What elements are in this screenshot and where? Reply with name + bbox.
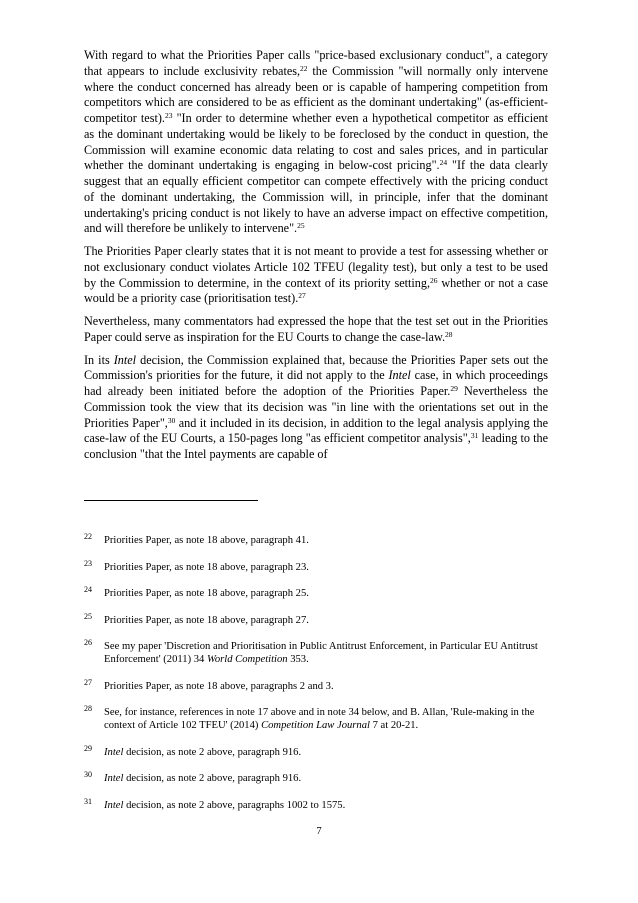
footnote-reference: 23 <box>164 111 173 120</box>
body-paragraph <box>84 48 548 237</box>
text-run: Priorities Paper, as note 18 above, paragraph 41. <box>104 535 309 546</box>
text-run: the Commission "will normally only intervene where the conduct concerned has already been or is capable of hampering competition from competitors which are considered to be as efficient as the dominant undertaking" (as-efficient-competitor test). <box>84 63 548 125</box>
text-run: Priorities Paper, as note 18 above, paragraph 23. <box>104 561 309 573</box>
text-run: Nevertheless, many commentators had expressed the hope that the test set out in the Priorities Paper could serve as inspiration for the EU Courts to change the case-law. <box>84 314 548 344</box>
text-run: decision, as note 2 above, paragraph 916. <box>123 773 302 784</box>
footnote <box>84 558 554 574</box>
footnote-number: 29 <box>84 743 92 753</box>
footnote-reference: 24 <box>439 158 448 168</box>
footnote-number: 27 <box>84 677 92 687</box>
footnote-reference: 30 <box>167 415 176 425</box>
footnote <box>84 640 554 666</box>
footnote-text <box>104 746 554 759</box>
footnote-text <box>104 706 554 732</box>
footnote-number: 30 <box>84 770 92 779</box>
footnote-number: 31 <box>84 796 92 806</box>
footnote-reference: 31 <box>470 431 479 441</box>
footnote <box>84 743 554 759</box>
text-run: decision, the Commission explained that, because the Priorities Paper sets out the Commission's priorities for the future, it did not apply to the <box>84 352 548 383</box>
footnote <box>84 706 554 732</box>
footnote-text <box>104 587 554 600</box>
italic-text: Intel <box>104 773 124 784</box>
text-run: Nevertheless the Commission took the view that its decision was "in line with the orientations set out in the Priorities Paper", <box>84 384 548 430</box>
text-run: Priorities Paper, as note 18 above, paragraph 27. <box>104 614 309 626</box>
footnote <box>84 796 554 812</box>
text-run: The Priorities Paper clearly states that it is not meant to provide a test for assessing whether or not exclusionary conduct violates Article 102 TFEU (legality test), but only a test to be used by the Commission to determine, in the context of its priority setting, <box>84 244 548 290</box>
footnote-text <box>104 680 554 693</box>
body-paragraph <box>84 353 548 463</box>
text-run: 353. <box>287 654 309 665</box>
footnote-number: 25 <box>84 611 92 621</box>
italic-text: Intel <box>113 352 137 367</box>
footnote <box>84 587 554 600</box>
footnote-number: 22 <box>84 532 92 541</box>
body-paragraph <box>84 314 548 346</box>
footnote-reference: 26 <box>430 275 438 285</box>
footnote-number: 26 <box>84 638 92 647</box>
text-run: case, in which proceedings had already been initiated before the adoption of the Priorities Paper. <box>84 368 548 398</box>
footnote-reference: 29 <box>450 384 458 393</box>
footnote-separator <box>84 500 258 501</box>
footnote-text <box>104 640 554 666</box>
text-run: 7 at 20-21. <box>369 720 419 731</box>
text-run: whether or not a case would be a priority case (prioritisation test). <box>84 275 549 306</box>
text-run: In its <box>84 352 114 367</box>
footnote-number: 23 <box>84 558 92 568</box>
footnote-text <box>104 561 554 574</box>
footnote-reference: 28 <box>445 329 453 339</box>
body-paragraph <box>84 244 548 307</box>
footnote-number: 24 <box>84 585 92 594</box>
text-run: With regard to what the Priorities Paper calls "price-based exclusionary conduct", a category that appears to include exclusivity rebates, <box>84 48 548 78</box>
text-run: Priorities Paper, as note 18 above, paragraphs 2 and 3. <box>104 680 334 692</box>
footnote <box>84 677 554 693</box>
footnote-text <box>104 799 554 812</box>
italic-text: Competition Law Journal <box>261 720 370 731</box>
footnote <box>84 772 554 785</box>
footnote-number: 28 <box>84 704 92 713</box>
italic-text: Intel <box>104 799 124 811</box>
italic-text: Intel <box>388 368 411 383</box>
footnotes-section <box>84 534 554 825</box>
text-run: Priorities Paper, as note 18 above, paragraph 25. <box>104 588 309 599</box>
text-run: and it included in its decision, in addition to the legal analysis applying the case-law of the EU Courts, a 150-pages long "as efficient competitor analysis", <box>84 415 548 446</box>
footnote-reference: 22 <box>300 63 308 73</box>
footnote-text <box>104 534 554 547</box>
text-run: decision, as note 2 above, paragraphs 1002 to 1575. <box>123 799 346 811</box>
page-number: 7 <box>316 826 322 837</box>
text-run: "If the data clearly suggest that an equally efficient competitor can compete effectively with the pricing conduct of the dominant undertaking, the Commission will, in principle, infer that the dominant undertaking's pricing conduct is not likely to have an adverse impact on effective competition, and will therefore be unlikely to intervene". <box>84 158 548 236</box>
footnote <box>84 534 554 547</box>
text-run: decision, as note 2 above, paragraph 916. <box>123 746 302 758</box>
text-run: "In order to determine whether even a hypothetical competitor as efficient as the dominant undertaking would be likely to be foreclosed by the conduct in question, the Commission will examine economic data relating to cost and sales prices, and in particular whether the dominant undertaking is engaging in below-cost pricing". <box>84 111 548 173</box>
text-run: See, for instance, references in note 17 above and in note 34 below, and B. Allan, 'Rule-making in the context of Article 102 TFEU' (2014) <box>104 707 535 731</box>
footnote-reference: 27 <box>298 291 306 301</box>
text-run: See my paper 'Discretion and Prioritisation in Public Antitrust Enforcement, in Particular EU Antitrust Enforcement' (2011) 34 <box>104 641 538 665</box>
italic-text: World Competition <box>207 654 288 665</box>
footnote-text <box>104 614 554 627</box>
footnote <box>84 611 554 627</box>
footnote-text <box>104 772 554 785</box>
footnote-reference: 25 <box>297 221 305 231</box>
italic-text: Intel <box>104 746 124 758</box>
text-run: leading to the conclusion "that the Intel payments are capable of <box>84 431 549 461</box>
body-text <box>84 48 548 470</box>
